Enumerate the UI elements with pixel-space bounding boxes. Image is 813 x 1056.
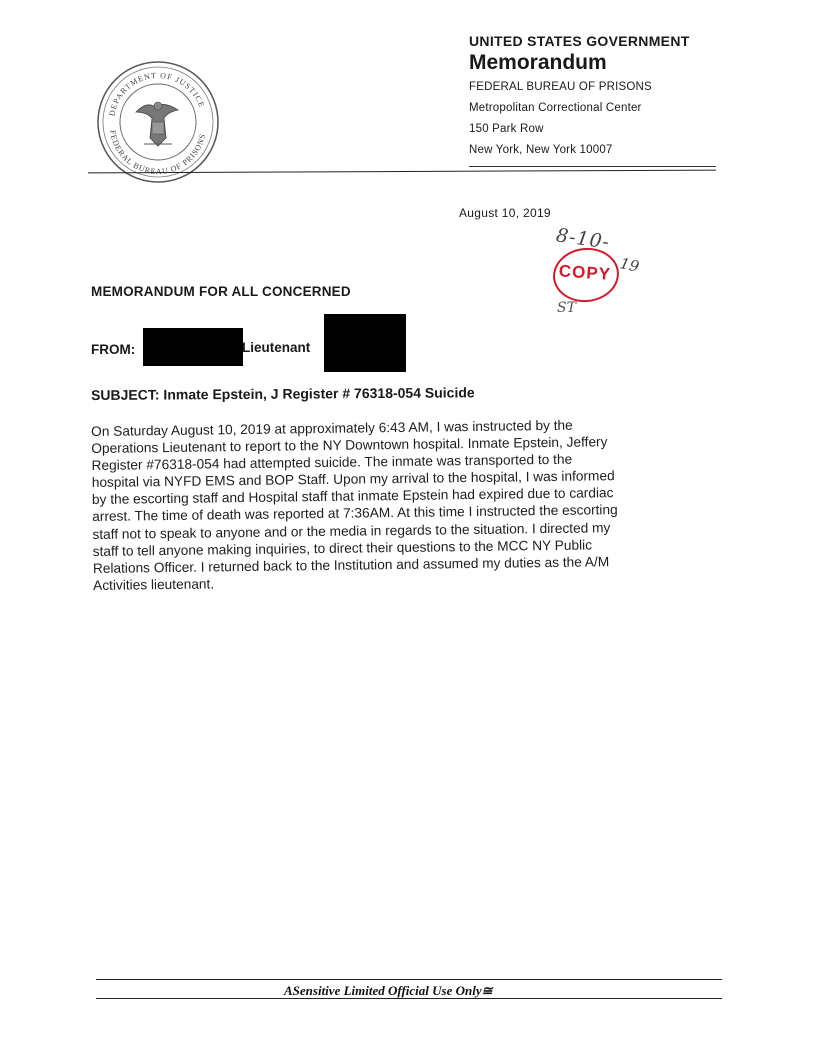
- street-address: 150 Park Row: [469, 123, 544, 135]
- body-line: Relations Officer. I returned back to the Institution and assumed my duties as the A/M: [92, 553, 610, 576]
- redaction-bar: [324, 314, 406, 372]
- government-heading: UNITED STATES GOVERNMENT: [469, 33, 690, 49]
- body-line: hospital via NYFD EMS and BOP Staff. Upon my arrival to the hospital, I was informed: [91, 468, 615, 491]
- copy-stamp-label: COPY: [558, 261, 612, 284]
- seal-ring-top: DEPARTMENT OF JUSTICE: [107, 70, 207, 117]
- memo-subject: SUBJECT: Inmate Epstein, J Register # 76318-054 Suicide: [91, 384, 475, 403]
- memo-date: August 10, 2019: [459, 206, 551, 220]
- letterhead: [469, 33, 719, 156]
- from-label: FROM:: [91, 342, 136, 357]
- body-line: arrest. The time of death was reported at 7:36AM. At this time I instructed the escorting: [92, 502, 618, 525]
- body-line: by the escorting staff and Hospital staff that inmate Epstein had expired due to cardiac: [91, 485, 614, 508]
- handwritten-date: 8-10-: [554, 224, 612, 254]
- city-address: New York, New York 10007: [469, 144, 613, 156]
- memo-recipients: MEMORANDUM FOR ALL CONCERNED: [91, 284, 351, 299]
- body-line: Operations Lieutenant to report to the NY Downtown hospital. Inmate Epstein, Jeffery: [91, 434, 608, 457]
- footer-rule-bottom: [96, 998, 722, 999]
- handwritten-initials: ST: [557, 300, 576, 316]
- handwritten-year: 19: [618, 254, 641, 276]
- facility-name: Metropolitan Correctional Center: [469, 102, 642, 114]
- doj-seal-icon: [96, 60, 220, 184]
- from-title: Lieutenant: [242, 340, 311, 355]
- body-line: Activities lieutenant.: [93, 576, 215, 593]
- body-line: staff to tell anyone making inquiries, to direct their questions to the MCC NY Public: [92, 537, 593, 559]
- footer-classification: ASensitive Limited Official Use Only≅: [284, 983, 493, 998]
- memo-body: [91, 415, 719, 594]
- address-rule: [469, 166, 716, 167]
- bureau-name: FEDERAL BUREAU OF PRISONS: [469, 81, 652, 93]
- redaction-bar: [143, 328, 243, 366]
- seal-ring-bottom: FEDERAL BUREAU OF PRISONS: [108, 129, 208, 177]
- memo-title: Memorandum: [469, 51, 607, 74]
- copy-stamp: [550, 245, 621, 306]
- body-line: On Saturday August 10, 2019 at approximately 6:43 AM, I was instructed by the: [91, 417, 573, 439]
- body-line: staff not to speak to anyone and or the media in regards to the situation. I directed my: [92, 519, 611, 542]
- footer-rule-top: [96, 979, 722, 980]
- body-line: Register #76318-054 had attempted suicide. The inmate was transported to the: [91, 451, 573, 474]
